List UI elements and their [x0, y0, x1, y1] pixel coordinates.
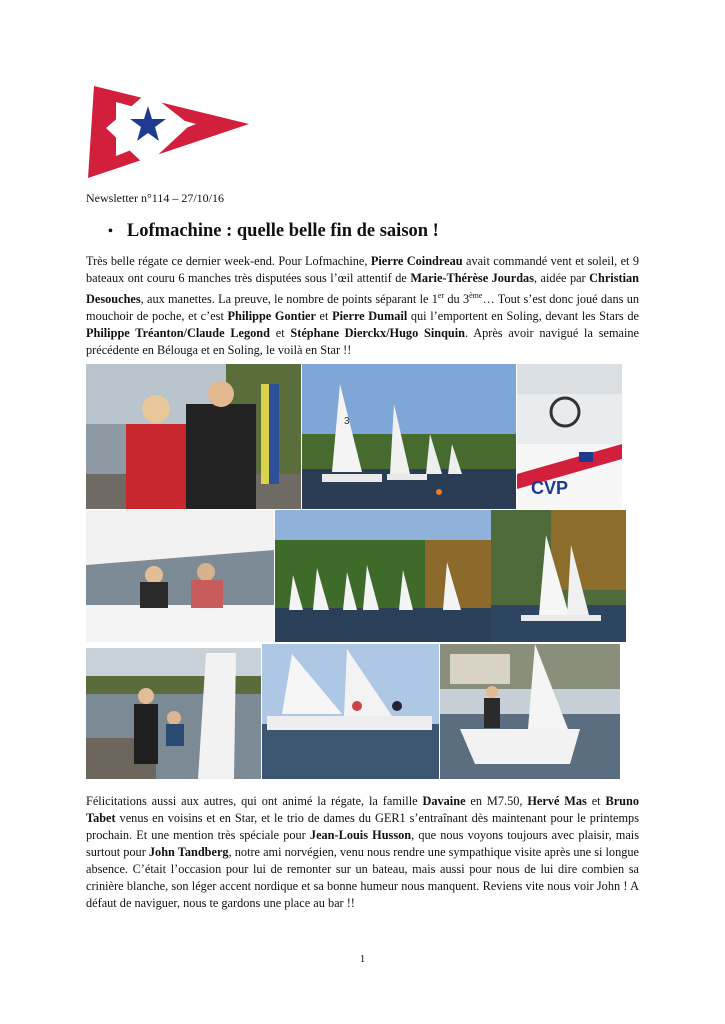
name-philippe-gontier: Philippe Gontier	[227, 309, 316, 324]
club-pennant-logo	[86, 86, 251, 178]
name-jean-louis-husson: Jean-Louis Husson	[309, 828, 412, 842]
boat-lettering: CVP	[531, 478, 569, 498]
photo-sailors-at-dock	[86, 648, 261, 779]
name-pierre-dumail: Pierre Dumail	[332, 309, 408, 324]
section-title: Lofmachine : quelle belle fin de saison !	[126, 221, 439, 241]
photo-soling-racing	[491, 510, 626, 642]
name-davaine: Davaine	[422, 794, 466, 808]
page-number: 1	[359, 953, 366, 965]
photo-boat-cockpit	[517, 364, 622, 509]
name-bruno-tabet: Bruno Tabet	[86, 794, 639, 825]
paragraph-intro: Très belle régate ce dernier week-end. Pour Lofmachine, Pierre Coindreau avait commandé vent et soleil, et 9 bateaux ont couru 6 manches très disputées sous l’œil attentif de Marie-Thérèse Jourdas, aidée par Christian Desouches, aux manettes. La preuve, le nombre de points séparant le 1er du 3ème… Tout s’est donc joué dans un mouchoir de poche, et c’est Philippe Gontier et Pierre Dumail qui l’emportent en Soling, devant les Stars de Philippe Tréanton/Claude Legond et Stéphane Dierckx/Hugo Sinquin. Après avoir navigué la semaine précédente en Bélouga et en Soling, le voilà en Star !!	[86, 254, 640, 358]
name-marie-therese-jourdas: Marie-Thérèse Jourdas	[410, 271, 534, 285]
photo-couple-on-dock	[86, 364, 301, 509]
name-christian-desouches: Christian Desouches	[86, 271, 640, 307]
photo-fleet-on-lake	[275, 510, 491, 642]
paragraph-congratulations: Félicitations aussi aux autres, qui ont animé la régate, la famille Davaine en M7.50, Hervé Mas et Bruno Tabet venus en voisins et en Star, et le trio de dames du GER1 s’entraînant dès maintenant pour le printemps prochain. Et une mention très spéciale pour Jean-Louis Husson, que nous voyons toujours avec plaisir, mais surtout pour John Tandberg, notre ami norvégien, venu nous rendre une sympathique visite après une si longue absence. C’était l’occasion pour lui de remonter sur un bateau, mais aussi pour nous de lui dire combien sa crinière blanche, son léger accent nordique et sa bonne humeur nous manquent. Reviens vite nous voir John ! A défaut de naviguer, nous te gardons une place au bar !!	[86, 794, 640, 910]
photo-boat-at-harbour	[440, 644, 620, 779]
name-treanton-legond: Philippe Tréanton/Claude Legond	[86, 326, 270, 341]
bullet: •	[108, 223, 113, 239]
section-heading	[108, 221, 439, 242]
name-dierckx-sinquin: Stéphane Dierckx/Hugo Sinquin	[290, 326, 466, 341]
newsletter-line: Newsletter n°114 – 27/10/16	[86, 191, 224, 205]
photo-boats-racing	[302, 364, 516, 509]
photo-crew-under-sail	[86, 510, 274, 642]
name-herve-mas: Hervé Mas	[527, 794, 587, 808]
photo-boat-sailing-close	[262, 644, 439, 779]
sail-number: 3	[344, 416, 350, 427]
name-john-tandberg: John Tandberg	[148, 845, 229, 859]
name-pierre-coindreau: Pierre Coindreau	[370, 254, 463, 268]
